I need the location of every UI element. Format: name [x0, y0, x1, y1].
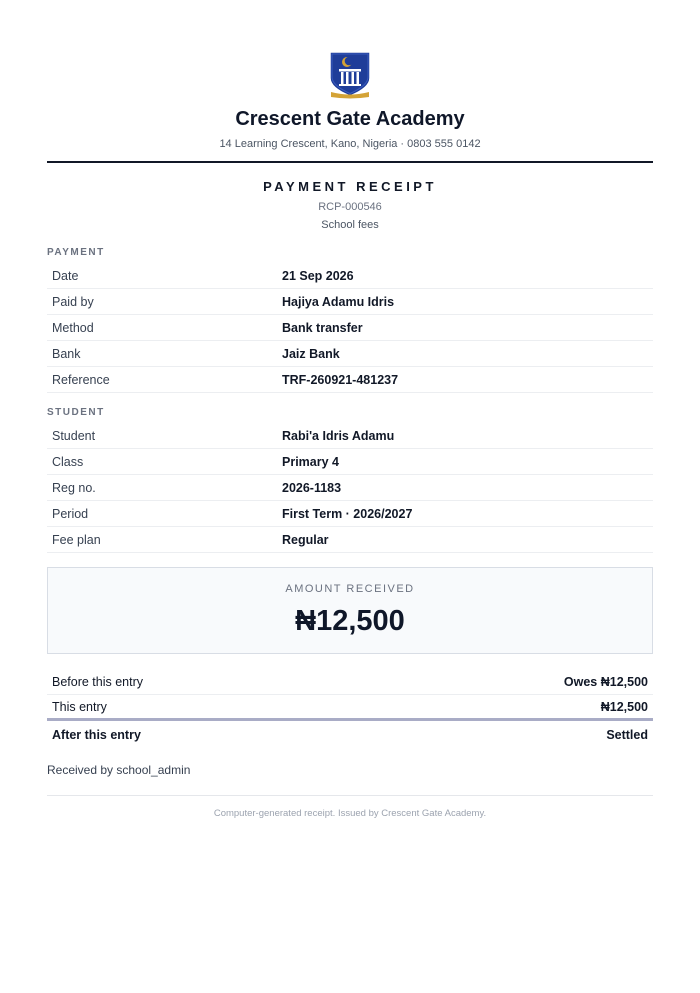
student-table [47, 423, 653, 553]
row-label: Period [52, 506, 89, 521]
row-label: Reg no. [52, 480, 96, 495]
row-value: 2026-1183 [282, 480, 342, 495]
payment-row-reference [47, 367, 653, 393]
receipt-title: PAYMENT RECEIPT [263, 179, 437, 194]
school-crest-logo [328, 50, 372, 100]
receipt-purpose: School fees [321, 219, 379, 231]
payment-section-label: PAYMENT [47, 247, 105, 258]
footer-note: Computer-generated receipt. Issued by Crescent Gate Academy. [213, 808, 487, 819]
student-row-fee-plan [47, 527, 653, 553]
payment-row-paid-by [47, 289, 653, 315]
row-label: Bank [52, 346, 81, 361]
amount-received-box [47, 567, 653, 654]
student-section-label: STUDENT [47, 407, 105, 418]
balance-row-before [47, 669, 653, 695]
amount-value: ₦12,500 [295, 605, 405, 637]
balance-table [47, 669, 653, 749]
row-value: Primary 4 [282, 454, 339, 469]
footer-divider [47, 795, 653, 796]
row-value: Bank transfer [282, 320, 363, 335]
header-divider [47, 161, 653, 163]
row-value: TRF-260921-481237 [282, 372, 399, 387]
balance-row-this-entry [47, 695, 653, 721]
row-label: Class [52, 454, 84, 469]
balance-row-after [47, 721, 653, 749]
balance-value: Settled [606, 728, 648, 742]
balance-label: Before this entry [52, 674, 144, 689]
amount-label: AMOUNT RECEIVED [285, 583, 415, 595]
row-label: Reference [52, 372, 110, 387]
student-row-period [47, 501, 653, 527]
row-label: Date [52, 268, 79, 283]
balance-value: Owes ₦12,500 [563, 674, 648, 689]
row-value: Hajiya Adamu Idris [282, 294, 395, 309]
payment-row-date [47, 263, 653, 289]
payment-table [47, 263, 653, 393]
row-value: First Term · 2026/2027 [282, 506, 413, 521]
received-by: Received by school_admin [47, 763, 191, 777]
payment-row-bank [47, 341, 653, 367]
balance-value: ₦12,500 [600, 699, 648, 714]
balance-label: This entry [52, 699, 107, 714]
row-label: Student [52, 428, 96, 443]
student-row-name [47, 423, 653, 449]
row-label: Method [52, 320, 94, 335]
row-label: Paid by [52, 294, 94, 309]
school-name: Crescent Gate Academy [235, 108, 465, 130]
payment-row-method [47, 315, 653, 341]
row-value: Jaiz Bank [282, 346, 340, 361]
student-row-reg-no [47, 475, 653, 501]
school-address: 14 Learning Crescent, Kano, Nigeria · 0803 555 0142 [219, 138, 481, 150]
row-value: 21 Sep 2026 [282, 268, 354, 283]
row-label: Fee plan [52, 532, 101, 547]
row-value: Regular [282, 532, 329, 547]
student-row-class [47, 449, 653, 475]
receipt-number: RCP-000546 [318, 201, 382, 213]
row-value: Rabi'a Idris Adamu [282, 428, 395, 443]
balance-label: After this entry [52, 728, 141, 742]
